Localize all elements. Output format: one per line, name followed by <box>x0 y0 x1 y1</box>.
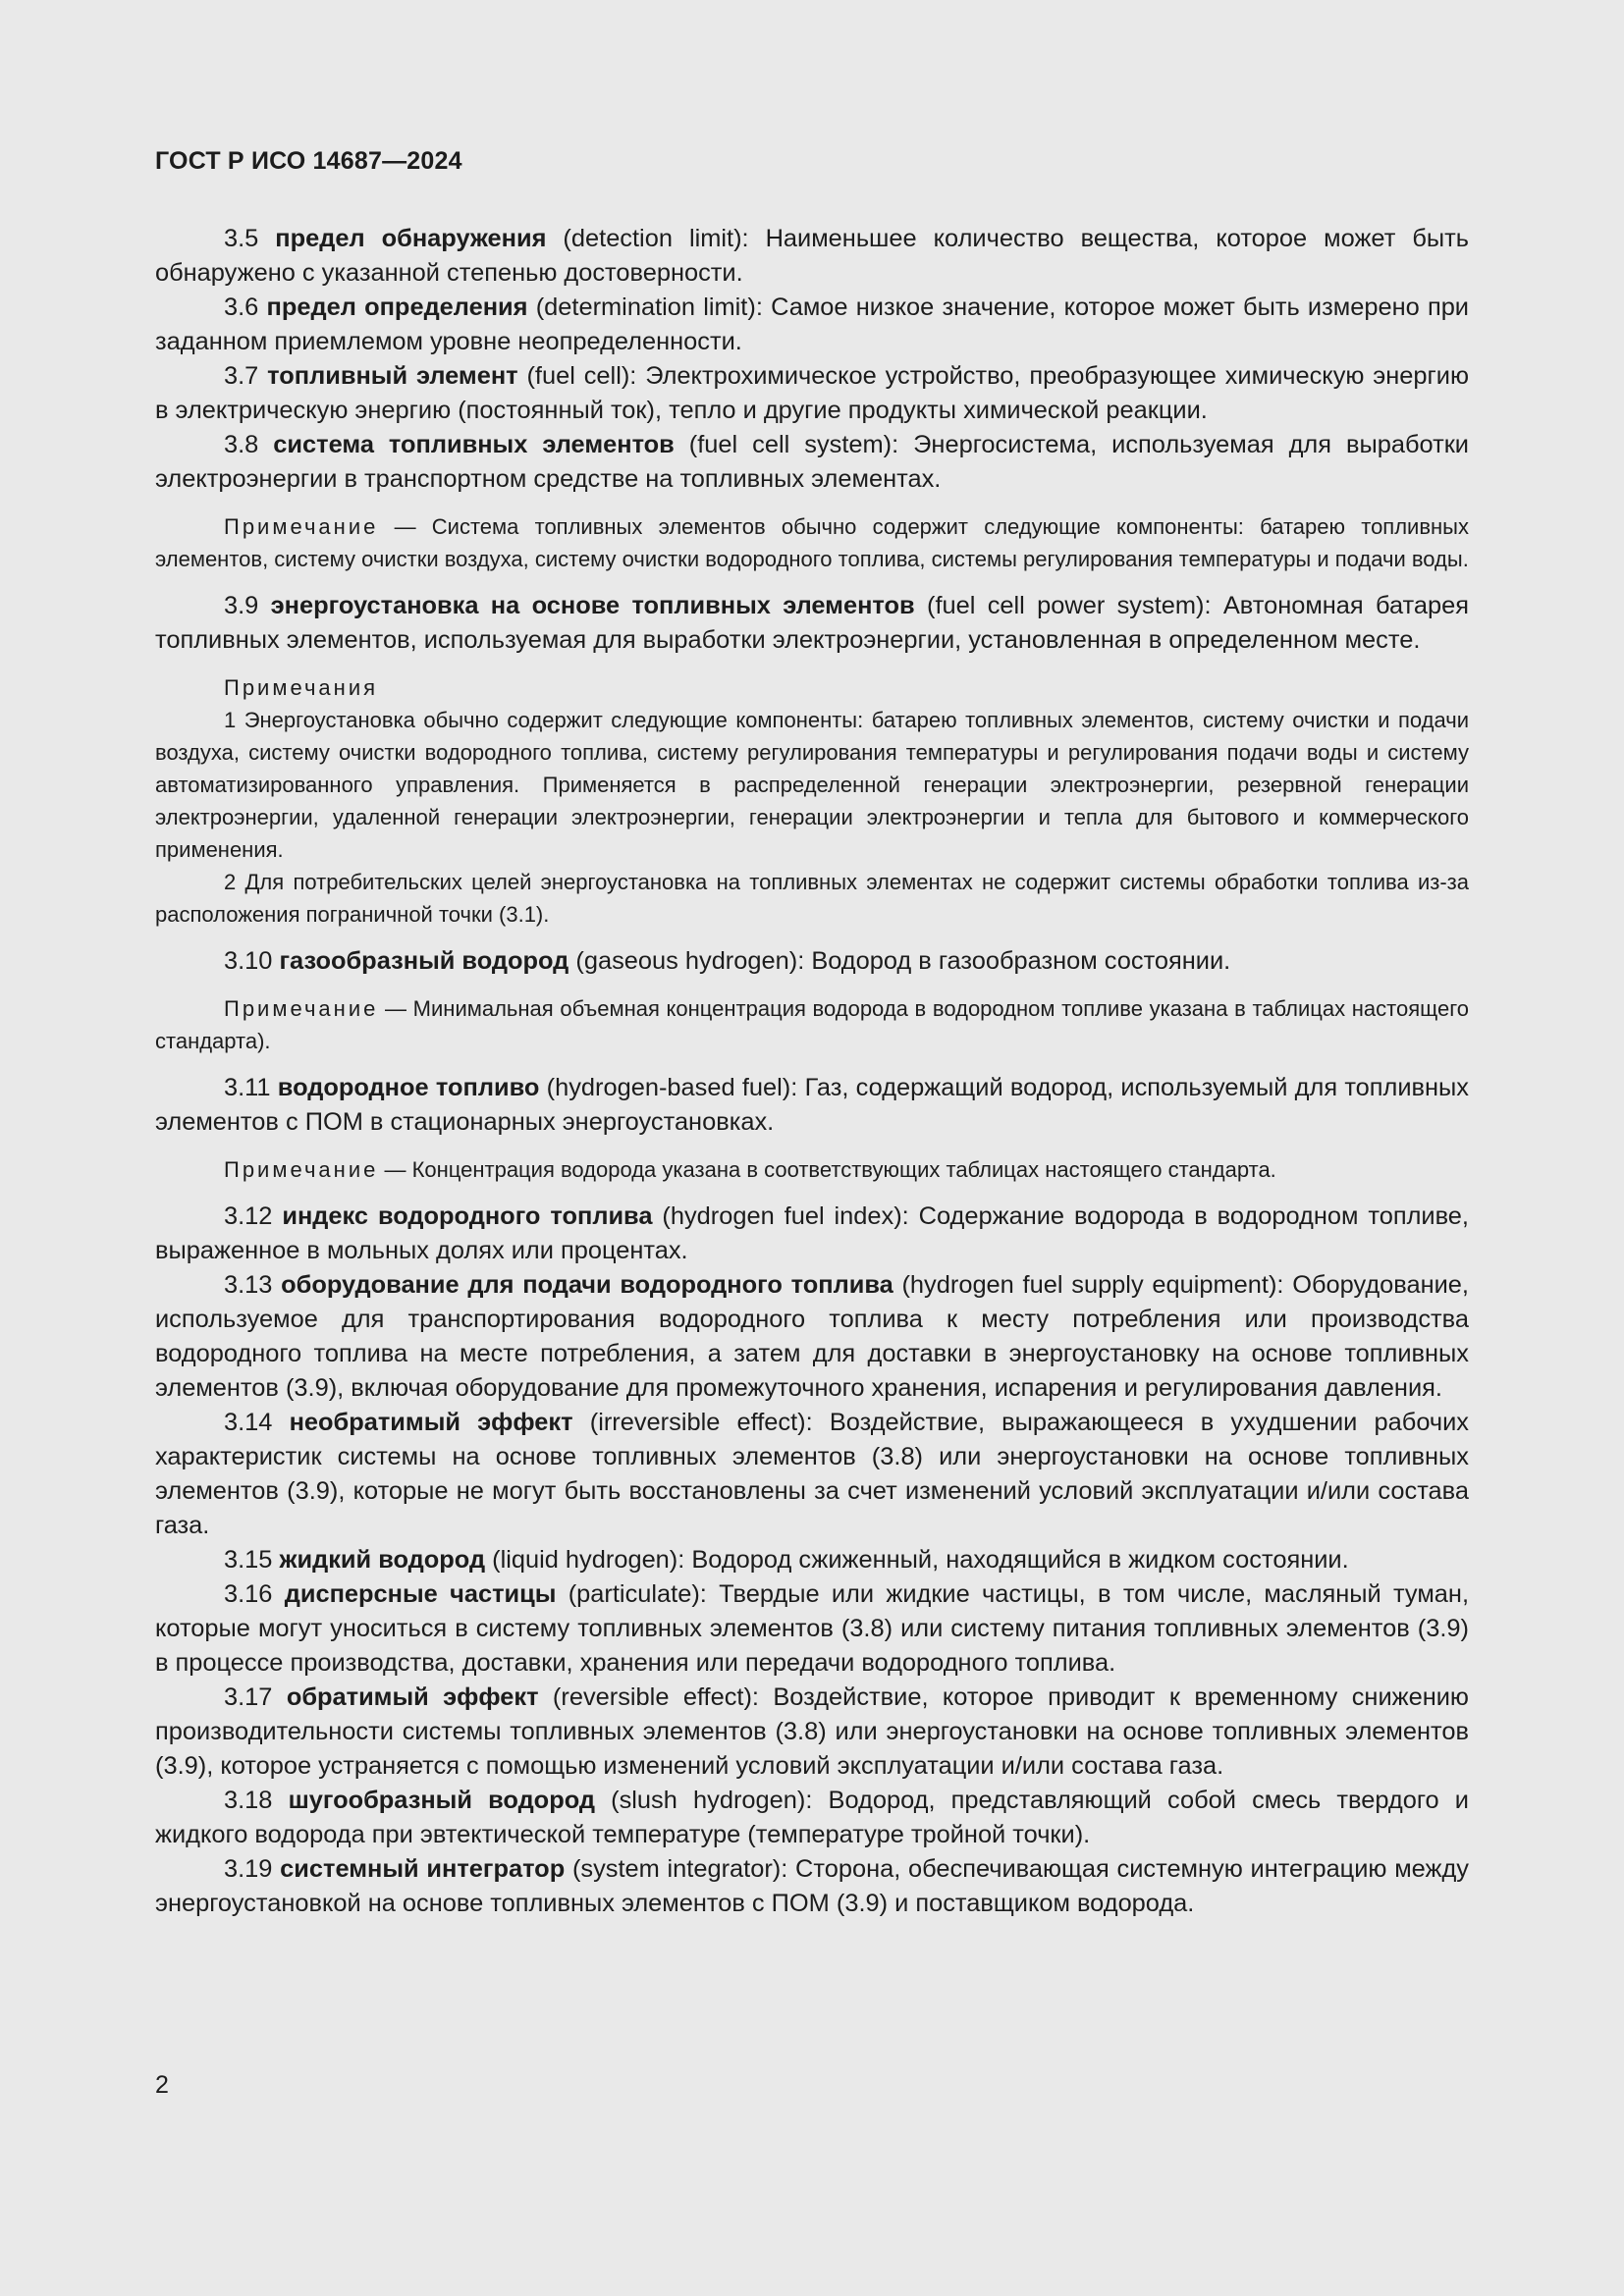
page-number: 2 <box>155 2071 169 2099</box>
note-3-8 <box>155 510 1469 575</box>
note-text: — Система топливных элементов обычно содержит следующие компоненты: батарею топливных элементов, систему очистки воздуха, систему очистки водородного топлива, системы регулирования температуры и подачи воды. <box>155 514 1469 571</box>
term-definition: (determination limit): Самое низкое значение, которое может быть измерено при заданном приемлемом уровне неопределенности. <box>155 294 1469 355</box>
term-definition: (fuel cell system): Энергосистема, используемая для выработки электроэнергии в транспортном средстве на топливных элементах. <box>155 431 1469 493</box>
term-definition: (system integrator): Сторона, обеспечивающая системную интеграцию между энергоустановкой на основе топливных элементов с ПОМ (3.9) и поставщиком водорода. <box>155 1855 1469 1917</box>
term-3-19 <box>155 1852 1469 1921</box>
term-3-16 <box>155 1577 1469 1681</box>
term-3-15 <box>155 1543 1469 1577</box>
term-3-9 <box>155 589 1469 658</box>
term-definition: (liquid hydrogen): Водород сжиженный, находящийся в жидком состоянии. <box>485 1546 1349 1574</box>
notes-3-9-label <box>155 671 1469 704</box>
term-definition: (detection limit): Наименьшее количество вещества, которое может быть обнаружено с указанной степенью достоверности. <box>155 225 1469 287</box>
note-label: Примечание <box>224 514 379 539</box>
term-definition: (gaseous hydrogen): Водород в газообразном состоянии. <box>568 947 1231 975</box>
term-name: дисперсные частицы <box>284 1580 557 1608</box>
term-number: 3.18 <box>224 1787 289 1814</box>
term-name: предел определения <box>266 294 528 321</box>
term-3-5 <box>155 222 1469 291</box>
term-3-18 <box>155 1784 1469 1852</box>
term-definition: (hydrogen-based fuel): Газ, содержащий водород, используемый для топливных элементов с ПОМ в стационарных энергоустановках. <box>155 1074 1469 1136</box>
note-label: Примечание <box>224 1157 379 1182</box>
document-header: ГОСТ Р ИСО 14687—2024 <box>155 147 462 175</box>
term-3-8 <box>155 428 1469 497</box>
term-3-11 <box>155 1071 1469 1140</box>
note-text: — Минимальная объемная концентрация водорода в водородном топливе указана в таблицах настоящего стандарта). <box>155 996 1469 1053</box>
term-number: 3.5 <box>224 225 276 252</box>
term-3-14 <box>155 1406 1469 1543</box>
term-number: 3.12 <box>224 1202 283 1230</box>
term-name: обратимый эффект <box>286 1683 539 1711</box>
note-text: — Концентрация водорода указана в соответствующих таблицах настоящего стандарта. <box>378 1157 1276 1182</box>
term-name: необратимый эффект <box>289 1409 573 1436</box>
term-number: 3.16 <box>224 1580 285 1608</box>
document-body <box>155 222 1469 1921</box>
term-name: системный интегратор <box>280 1855 566 1883</box>
term-3-12 <box>155 1200 1469 1268</box>
term-name: предел обнаружения <box>275 225 547 252</box>
term-number: 3.10 <box>224 947 280 975</box>
term-name: жидкий водород <box>279 1546 486 1574</box>
note-3-11 <box>155 1153 1469 1186</box>
term-number: 3.6 <box>224 294 267 321</box>
term-name: система топливных элементов <box>273 431 675 458</box>
term-definition: (particulate): Твердые или жидкие частицы, в том числе, масляный туман, которые могут уноситься в систему топливных элементов (3.8) или систему питания топливных элементов (3.9) в процессе производства, доставки, хранения или передачи водородного топлива. <box>155 1580 1469 1677</box>
term-name: энергоустановка на основе топливных элементов <box>270 592 915 619</box>
term-name: оборудование для подачи водородного топлива <box>281 1271 893 1299</box>
term-3-7 <box>155 359 1469 428</box>
term-definition: (hydrogen fuel index): Содержание водорода в водородном топливе, выраженное в мольных долях или процентах. <box>155 1202 1469 1264</box>
note-3-10 <box>155 992 1469 1057</box>
term-number: 3.14 <box>224 1409 290 1436</box>
note-3-9-item-2: 2 Для потребительских целей энергоустановка на топливных элементах не содержит системы обработки топлива из-за расположения пограничной точки (3.1). <box>155 870 1469 927</box>
term-3-10 <box>155 944 1469 979</box>
term-name: шугообразный водород <box>288 1787 595 1814</box>
note-label: Примечание <box>224 996 379 1021</box>
term-name: индекс водородного топлива <box>282 1202 653 1230</box>
term-name: водородное топливо <box>277 1074 540 1101</box>
term-number: 3.17 <box>224 1683 287 1711</box>
term-number: 3.13 <box>224 1271 282 1299</box>
term-definition: (irreversible effect): Воздействие, выражающееся в ухудшении рабочих характеристик системы на основе топливных элементов (3.8) или энергоустановки на основе топливных элементов (3.9), которые не могут быть восстановлены за счет изменений условий эксплуатации и/или состава газа. <box>155 1409 1469 1539</box>
notes-label: Примечания <box>224 675 379 700</box>
term-number: 3.15 <box>224 1546 280 1574</box>
term-name: топливный элемент <box>267 362 518 390</box>
term-name: газообразный водород <box>279 947 569 975</box>
term-number: 3.9 <box>224 592 271 619</box>
term-definition: (fuel cell power system): Автономная батарея топливных элементов, используемая для выработки электроэнергии, установленная в определенном месте. <box>155 592 1469 654</box>
term-number: 3.19 <box>224 1855 281 1883</box>
term-definition: (slush hydrogen): Водород, представляющий собой смесь твердого и жидкого водорода при эвтектической температуре (температуре тройной точки). <box>155 1787 1469 1848</box>
term-3-6 <box>155 291 1469 359</box>
term-definition: (reversible effect): Воздействие, которое приводит к временному снижению производительности системы топливных элементов (3.8) или энергоустановки на основе топливных элементов (3.9), которое устраняется с помощью изменений условий эксплуатации и/или состава газа. <box>155 1683 1469 1780</box>
term-3-17 <box>155 1681 1469 1784</box>
term-number: 3.8 <box>224 431 274 458</box>
term-definition: (hydrogen fuel supply equipment): Оборудование, используемое для транспортирования водородного топлива к месту потребления или производства водородного топлива на месте потребления, а затем для доставки в энергоустановку на основе топливных элементов (3.9), включая оборудование для промежуточного хранения, испарения и регулирования давления. <box>155 1271 1469 1402</box>
term-definition: (fuel cell): Электрохимическое устройство, преобразующее химическую энергию в электрическую энергию (постоянный ток), тепло и другие продукты химической реакции. <box>155 362 1470 424</box>
term-number: 3.11 <box>224 1074 278 1101</box>
term-number: 3.7 <box>224 362 268 390</box>
term-3-13 <box>155 1268 1469 1406</box>
note-3-9-item-1: 1 Энергоустановка обычно содержит следующие компоненты: батарею топливных элементов, систему очистки и подачи воздуха, систему очистки водородного топлива, систему регулирования температуры и регулирования подачи воды и систему автоматизированного управления. Применяется в распределенной генерации электроэнергии, резервной генерации электроэнергии, удаленной генерации электроэнергии, генерации электроэнергии и тепла для бытового и коммерческого применения. <box>155 708 1469 862</box>
